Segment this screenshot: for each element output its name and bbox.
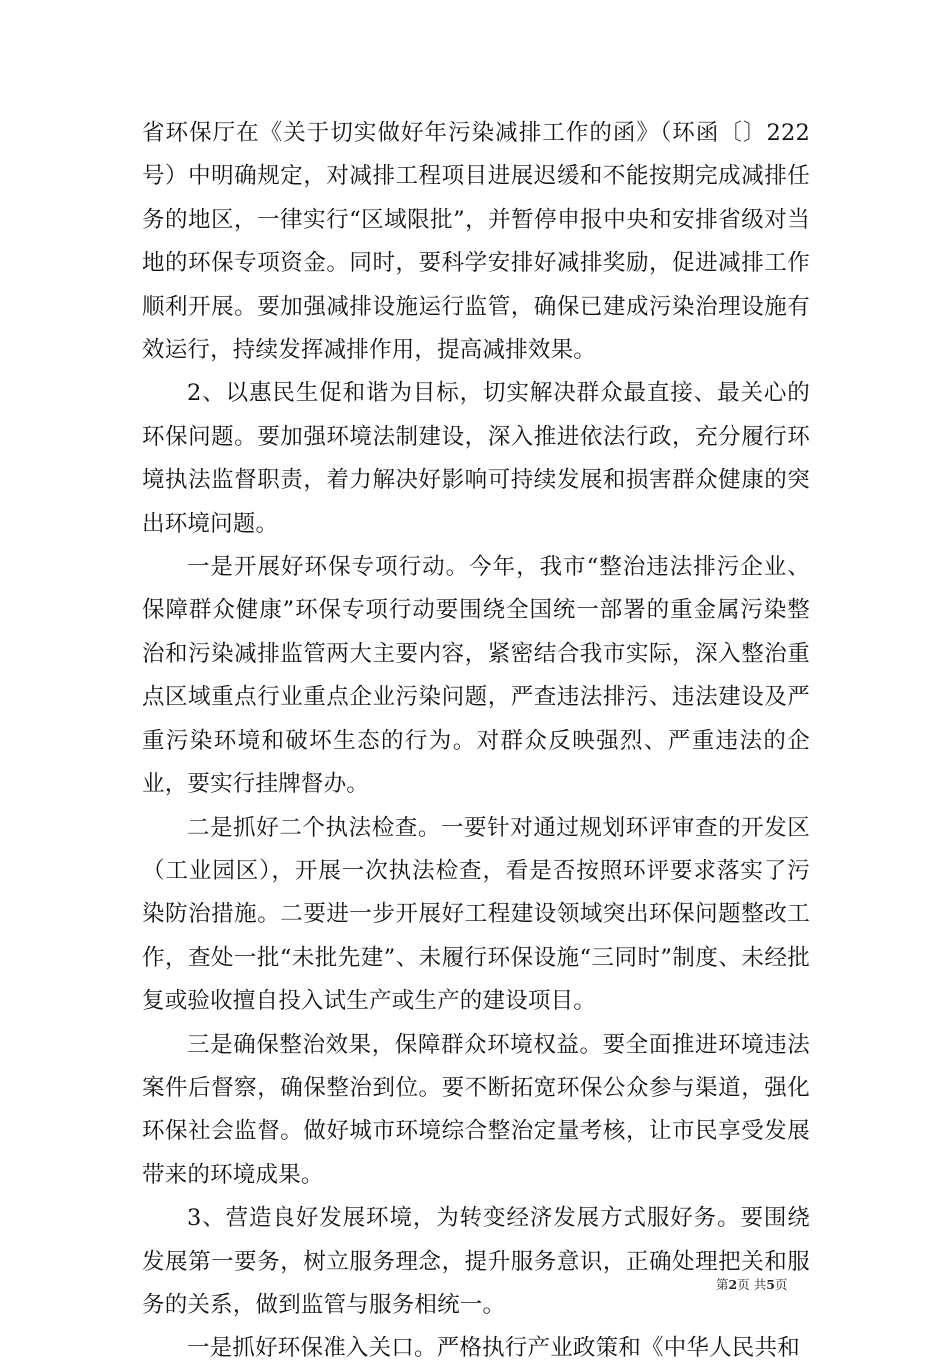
paragraph-1: 省环保厅在《关于切实做好年污染减排工作的函》（环函〔〕222号）中明确规定，对减排工程项目进展迟缓和不能按期完成减排任务的地区，一律实行“区域限批”，并暂停申报中央和安排省级对当地的环保专项资金。同时，要科学安排好减排奖励，促进减排工作顺利开展。要加强减排设施运行监管，确保已建成污染治理设施有效运行，持续发挥减排作用，提高减排效果。 [142, 120, 810, 364]
footer-current-page: 2 [728, 1277, 738, 1292]
paragraph-4: 二是抓好二个执法检查。一要针对通过规划环评审查的开发区（工业园区），开展一次执法检查，看是否按照环评要求落实了污染防治措施。二要进一步开展好工程建设领域突出环保问题整改工作，查处一批“未批先建”、未履行环保设施“三同时”制度、未经批复或验收擅自投入试生产或生产的建设项目。 [142, 814, 810, 1015]
paragraph-5: 三是确保整治效果，保障群众环境权益。要全面推进环境违法案件后督察，确保整治到位。要不断拓宽环保公众参与渠道，强化环保社会监督。做好城市环境综合整治定量考核，让市民享受发展带来的环境成果。 [142, 1031, 810, 1188]
footer-suffix: 页 [774, 1277, 788, 1292]
footer-prefix: 第 [716, 1277, 729, 1292]
paragraph-2: 2、以惠民生促和谐为目标，切实解决群众最直接、最关心的环保问题。要加强环境法制建设，深入推进依法行政，充分履行环境执法监督职责，着力解决好影响可持续发展和损害群众健康的突出环境问题。 [142, 380, 810, 537]
paragraph-7: 一是抓好环保准入关口。严格执行产业政策和《中华人民共和 [187, 1335, 800, 1362]
page-number-footer [716, 1277, 787, 1293]
paragraph-3: 一是开展好环保专项行动。今年，我市“整治违法排污企业、保障群众健康”环保专项行动要围绕全国统一部署的重金属污染整治和污染减排监管两大主要内容，紧密结合我市实际，深入整治重点区域重点行业重点企业污染问题，严查违法排污、违法建设及严重污染环境和破坏生态的行为。对群众反映强烈、严重违法的企业，要实行挂牌督办。 [142, 554, 810, 798]
paragraph-6: 3、营造良好发展环境，为转变经济发展方式服好务。要围绕发展第一要务，树立服务理念，提升服务意识，正确处理把关和服务的关系，做到监管与服务相统一。 [142, 1205, 810, 1318]
footer-middle: 页 共 [737, 1277, 767, 1292]
document-body [142, 112, 810, 1371]
footer-total-pages: 5 [766, 1277, 775, 1292]
